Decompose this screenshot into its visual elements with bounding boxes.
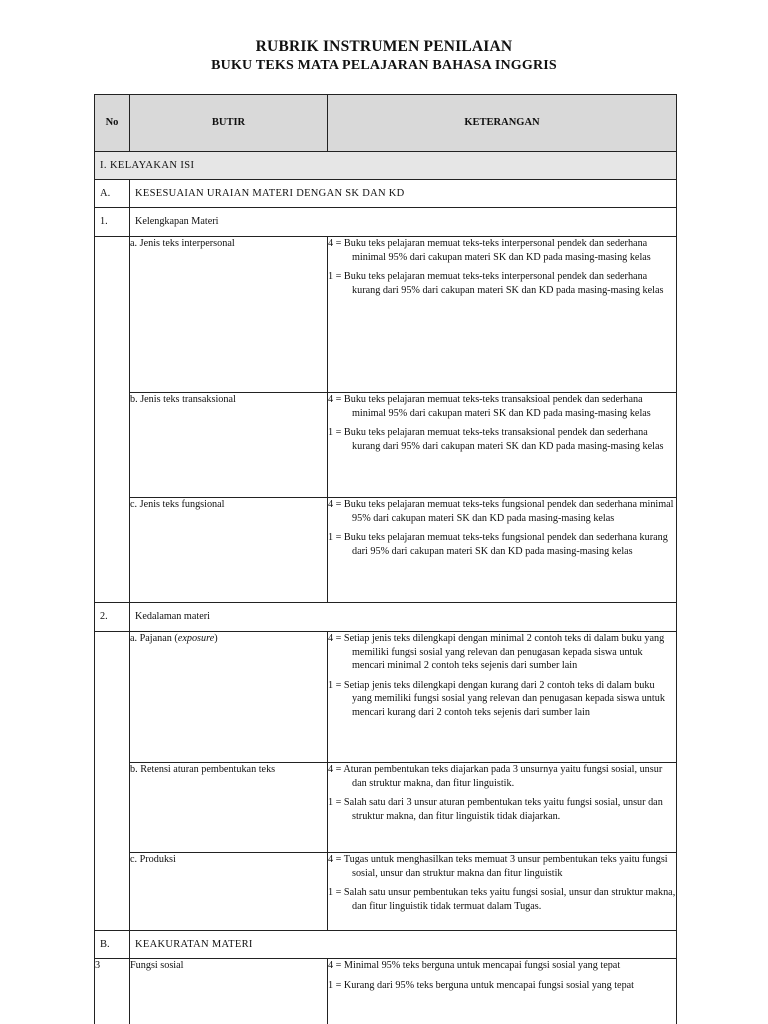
criteria-label: b. Retensi aturan pembentukan teks	[130, 763, 328, 853]
criteria-description	[328, 237, 677, 393]
header-no: No	[95, 95, 130, 152]
item-title: Kedalaman materi	[130, 603, 677, 632]
criteria-description	[328, 763, 677, 853]
item-row	[95, 208, 677, 237]
criteria-label-italic: exposure	[177, 633, 215, 644]
item-number: 3	[95, 959, 130, 1024]
criteria-description	[328, 959, 677, 1024]
criteria-row	[95, 853, 677, 931]
criteria-label: b. Jenis teks transaksional	[130, 393, 328, 498]
criteria-description	[328, 853, 677, 931]
group-title: KESESUAIAN URAIAN MATERI DENGAN SK DAN KD	[130, 180, 677, 208]
group-number: B.	[95, 931, 130, 959]
criteria-row	[95, 498, 677, 603]
score-1-text: 1 = Salah satu dari 3 unsur aturan pembentukan teks yaitu fungsi sosial, unsur dan struktur makna, dan fitur linguistik tidak diajarkan.	[328, 797, 663, 822]
empty-number-cell	[95, 632, 130, 931]
score-4-text: 4 = Buku teks pelajaran memuat teks-teks transaksioal pendek dan sederhana minimal 95% dari cakupan materi SK dan KD pada masing-masing kelas	[328, 394, 651, 419]
group-title: KEAKURATAN MATERI	[130, 931, 677, 959]
criteria-label-prefix: a. Pajanan (	[130, 633, 178, 644]
score-4-text: 4 = Aturan pembentukan teks diajarkan pada 3 unsurnya yaitu fungsi sosial, unsur dan struktur makna, dan fitur linguistik.	[328, 764, 663, 789]
criteria-row	[95, 763, 677, 853]
item-title: Kelengkapan Materi	[130, 208, 677, 237]
item-number: 1.	[95, 208, 130, 237]
rubric-table	[94, 94, 677, 1024]
criteria-description	[328, 498, 677, 603]
item-row	[95, 603, 677, 632]
score-4-text: 4 = Minimal 95% teks berguna untuk mencapai fungsi sosial yang tepat	[328, 960, 621, 971]
criteria-description	[328, 393, 677, 498]
empty-number-cell	[95, 237, 130, 603]
group-number: A.	[95, 180, 130, 208]
section-row	[95, 152, 677, 180]
header-butir: BUTIR	[130, 95, 328, 152]
score-1-text: 1 = Kurang dari 95% teks berguna untuk mencapai fungsi sosial yang tepat	[328, 979, 635, 991]
criteria-label: a. Jenis teks interpersonal	[130, 237, 328, 393]
criteria-description	[328, 632, 677, 763]
header-keterangan: KETERANGAN	[328, 95, 677, 152]
criteria-label: c. Produksi	[130, 853, 328, 931]
score-4-text: 4 = Buku teks pelajaran memuat teks-teks fungsional pendek dan sederhana minimal 95% dari cakupan materi SK dan KD pada masing-masing kelas	[328, 499, 674, 524]
table-header-row	[95, 95, 677, 152]
criteria-row	[95, 959, 677, 1024]
score-4-text: 4 = Tugas untuk menghasilkan teks memuat 3 unsur pembentukan teks yaitu fungsi sosial, unsur dan struktur makna dan fitur linguistik	[328, 854, 668, 879]
document-subtitle: BUKU TEKS MATA PELAJARAN BAHASA INGGRIS	[211, 58, 557, 73]
score-1-text: 1 = Salah satu unsur pembentukan teks yaitu fungsi sosial, unsur dan struktur makna, dan fitur linguistik tidak termuat dalam Tugas.	[328, 887, 676, 912]
group-row	[95, 180, 677, 208]
score-4-text: 4 = Buku teks pelajaran memuat teks-teks interpersonal pendek dan sederhana minimal 95% dari cakupan materi SK dan KD pada masing-masing kelas	[328, 238, 651, 263]
score-1-text: 1 = Setiap jenis teks dilengkapi dengan kurang dari 2 contoh teks di dalam buku yang memiliki fungsi sosial yang relevan dan penugasan kepada siswa untuk mencari kurang dari 2 contoh teks sejenis dari sumber lain	[328, 679, 665, 718]
criteria-label: Fungsi sosial	[130, 959, 328, 1024]
score-4-text: 4 = Setiap jenis teks dilengkapi dengan minimal 2 contoh teks di dalam buku yang memiliki fungsi sosial yang relevan dan penugasan kepada siswa untuk mencari minimal 2 contoh teks sejenis dari sumber lain	[328, 633, 665, 672]
criteria-label-suffix: )	[214, 633, 218, 644]
document-title: RUBRIK INSTRUMEN PENILAIAN	[255, 38, 513, 55]
score-1-text: 1 = Buku teks pelajaran memuat teks-teks transaksional pendek dan sederhana kurang dari 95% dari cakupan materi SK dan KD pada masing-masing kelas	[328, 427, 664, 452]
group-row	[95, 931, 677, 959]
criteria-row	[95, 393, 677, 498]
criteria-label	[130, 632, 328, 763]
section-title: I. KELAYAKAN ISI	[95, 152, 677, 180]
score-1-text: 1 = Buku teks pelajaran memuat teks-teks fungsional pendek dan sederhana kurang dari 95% dari cakupan materi SK dan KD pada masing-masing kelas	[328, 532, 668, 557]
score-1-text: 1 = Buku teks pelajaran memuat teks-teks interpersonal pendek dan sederhana kurang dari 95% dari cakupan materi SK dan KD pada masing-masing kelas	[328, 271, 664, 296]
criteria-row	[95, 632, 677, 763]
criteria-row	[95, 237, 677, 393]
item-number: 2.	[95, 603, 130, 632]
criteria-label: c. Jenis teks fungsional	[130, 498, 328, 603]
